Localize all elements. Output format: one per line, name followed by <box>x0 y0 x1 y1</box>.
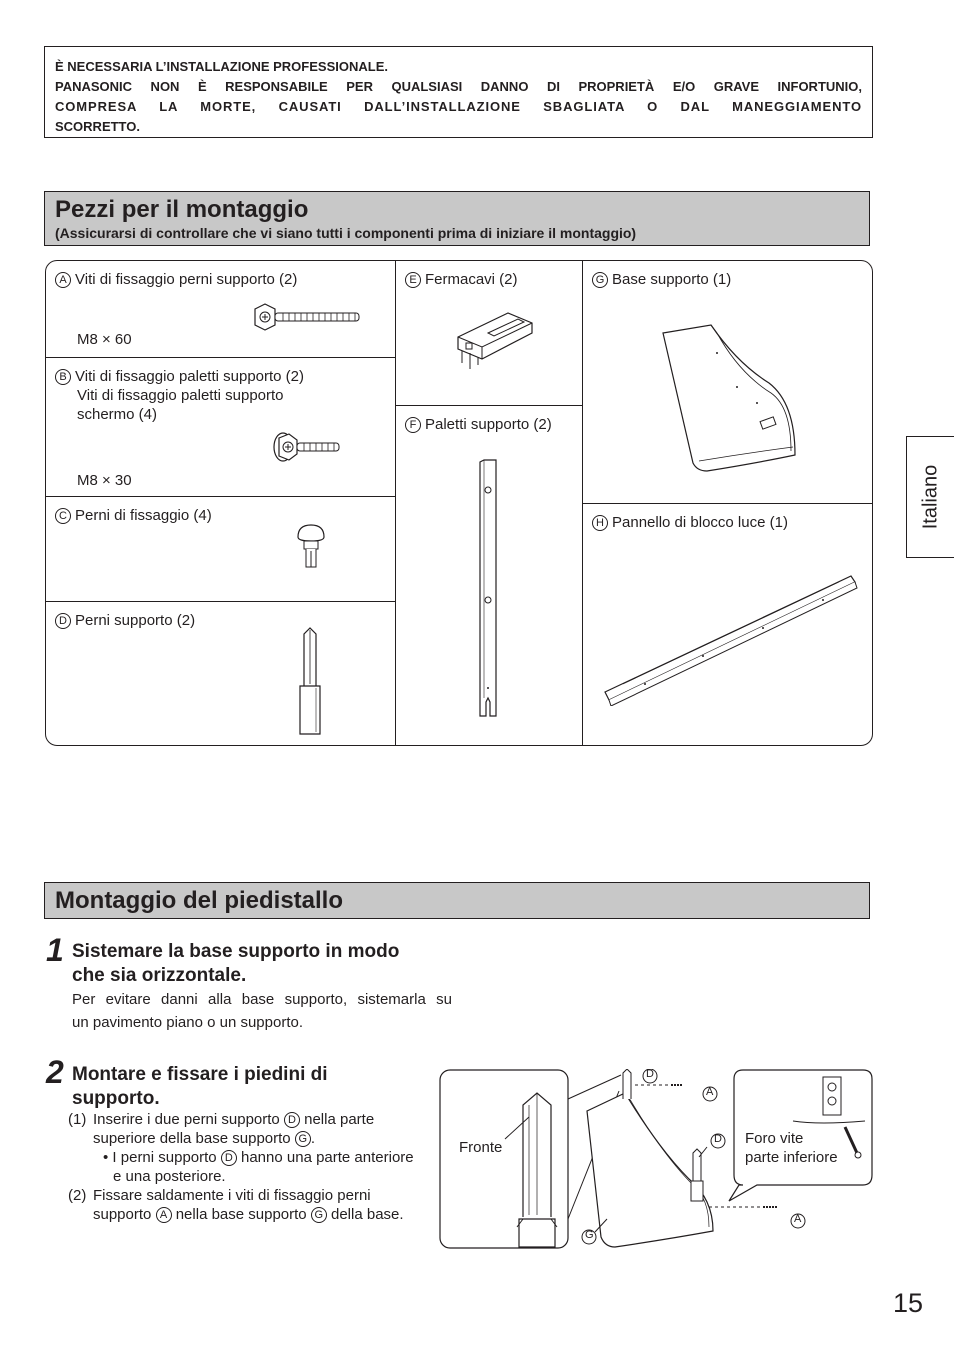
page-number: 15 <box>893 1288 924 1318</box>
parts-section-subtitle: (Assicurarsi di controllare che vi siano tutti i componenti prima di iniziare il montaggio) <box>55 225 637 241</box>
fixing-pin-icon <box>296 523 326 571</box>
part-b-label-1: Viti di fissaggio paletti supporto (2) <box>75 368 305 385</box>
part-a-letter: A <box>55 272 71 288</box>
part-f-label: Paletti supporto (2) <box>425 416 552 433</box>
screw-hole-label: Foro vite parte inferiore <box>745 1130 838 1166</box>
part-e-letter: E <box>405 272 421 288</box>
step-2-title-line-1: Montare e fissare i piedini di <box>72 1064 328 1085</box>
callout-a-bottom: A <box>794 1213 802 1225</box>
long-screw-icon <box>251 303 363 333</box>
warning-line-1: È NECESSARIA L’INSTALLAZIONE PROFESSIONALE. <box>55 59 388 74</box>
support-pin-icon <box>296 626 326 738</box>
part-c-label: Perni di fissaggio (4) <box>75 507 212 524</box>
light-block-panel-icon <box>603 574 859 706</box>
part-cell-e <box>396 261 582 405</box>
callout-g: G <box>585 1229 594 1241</box>
warning-line-3: COMPRESA LA MORTE, CAUSATI DALL’INSTALLAZIONE SBAGLIATA O DAL MANEGGIAMENTO <box>55 99 862 114</box>
part-d-label: Perni supporto (2) <box>75 612 196 629</box>
language-tab-label: Italiano <box>919 464 942 530</box>
warning-box <box>44 46 873 138</box>
stand-base-icon <box>657 323 803 475</box>
front-label: Fronte <box>459 1139 503 1156</box>
step-2 <box>72 1063 432 1111</box>
step-1-body-line-2: un pavimento piano o un supporto. <box>72 1014 303 1031</box>
part-cell-b <box>46 358 395 496</box>
assembly-diagram <box>439 1069 873 1249</box>
part-g-label: Base supporto (1) <box>612 271 732 288</box>
step-2-item-2: (2) Fissare saldamente i viti di fissaggio perni supporto A nella base supporto G della base. <box>68 1187 404 1223</box>
part-b-size: M8 × 30 <box>77 472 132 489</box>
part-f-letter: F <box>405 417 421 433</box>
step-2-title-line-2: supporto. <box>72 1088 160 1109</box>
step-1-title-line-2: che sia orizzontale. <box>72 965 247 986</box>
part-c-letter: C <box>55 508 71 524</box>
step-1-number: 1 <box>46 932 64 968</box>
step-1 <box>72 940 452 1034</box>
parts-section-title: Pezzi per il montaggio <box>55 196 309 223</box>
part-cell-c <box>46 497 395 601</box>
warning-line-4: SCORRETTO. <box>55 119 140 134</box>
short-screw-icon <box>271 430 343 464</box>
part-a-size: M8 × 60 <box>77 331 132 348</box>
callout-d-mid: D <box>714 1133 722 1145</box>
step-1-body-line-1: Per evitare danni alla base supporto, sistemarla su <box>72 991 452 1008</box>
part-b-label-3: schermo (4) <box>77 406 158 423</box>
part-b-label-2: Viti di fissaggio paletti supporto <box>77 387 284 404</box>
step-2-bullet: • I perni supporto D hanno una parte anteriore e una posteriore. <box>103 1149 414 1185</box>
support-post-icon <box>476 458 500 720</box>
callout-d-top: D <box>646 1068 654 1080</box>
part-a-label: Viti di fissaggio perni supporto (2) <box>75 271 298 288</box>
step-2-list <box>68 1110 440 1224</box>
assembly-section-header <box>44 882 870 919</box>
step-2-number: 2 <box>46 1054 64 1090</box>
part-cell-a <box>46 261 395 357</box>
parts-section-header <box>44 191 870 246</box>
part-b-letter: B <box>55 369 71 385</box>
part-cell-f <box>396 406 582 745</box>
assembly-section-title: Montaggio del piedistallo <box>55 887 343 914</box>
part-cell-g <box>583 261 872 503</box>
part-g-letter: G <box>592 272 608 288</box>
part-cell-h <box>583 504 872 745</box>
part-d-letter: D <box>55 613 71 629</box>
part-h-letter: H <box>592 515 608 531</box>
language-tab <box>906 436 954 558</box>
step-1-title-line-1: Sistemare la base supporto in modo <box>72 941 400 962</box>
part-e-label: Fermacavi (2) <box>425 271 518 288</box>
cable-clamp-icon <box>448 303 538 375</box>
part-h-label: Pannello di blocco luce (1) <box>612 514 788 531</box>
callout-a-top: A <box>706 1086 714 1098</box>
step-2-item-1: (1) Inserire i due perni supporto D nella parte superiore della base supporto G . <box>68 1111 375 1147</box>
part-cell-d <box>46 602 395 745</box>
warning-line-2: PANASONIC NON È RESPONSABILE PER QUALSIASI DANNO DI PROPRIETÀ E/O GRAVE INFORTUNIO, <box>55 79 862 94</box>
parts-grid <box>45 260 873 746</box>
